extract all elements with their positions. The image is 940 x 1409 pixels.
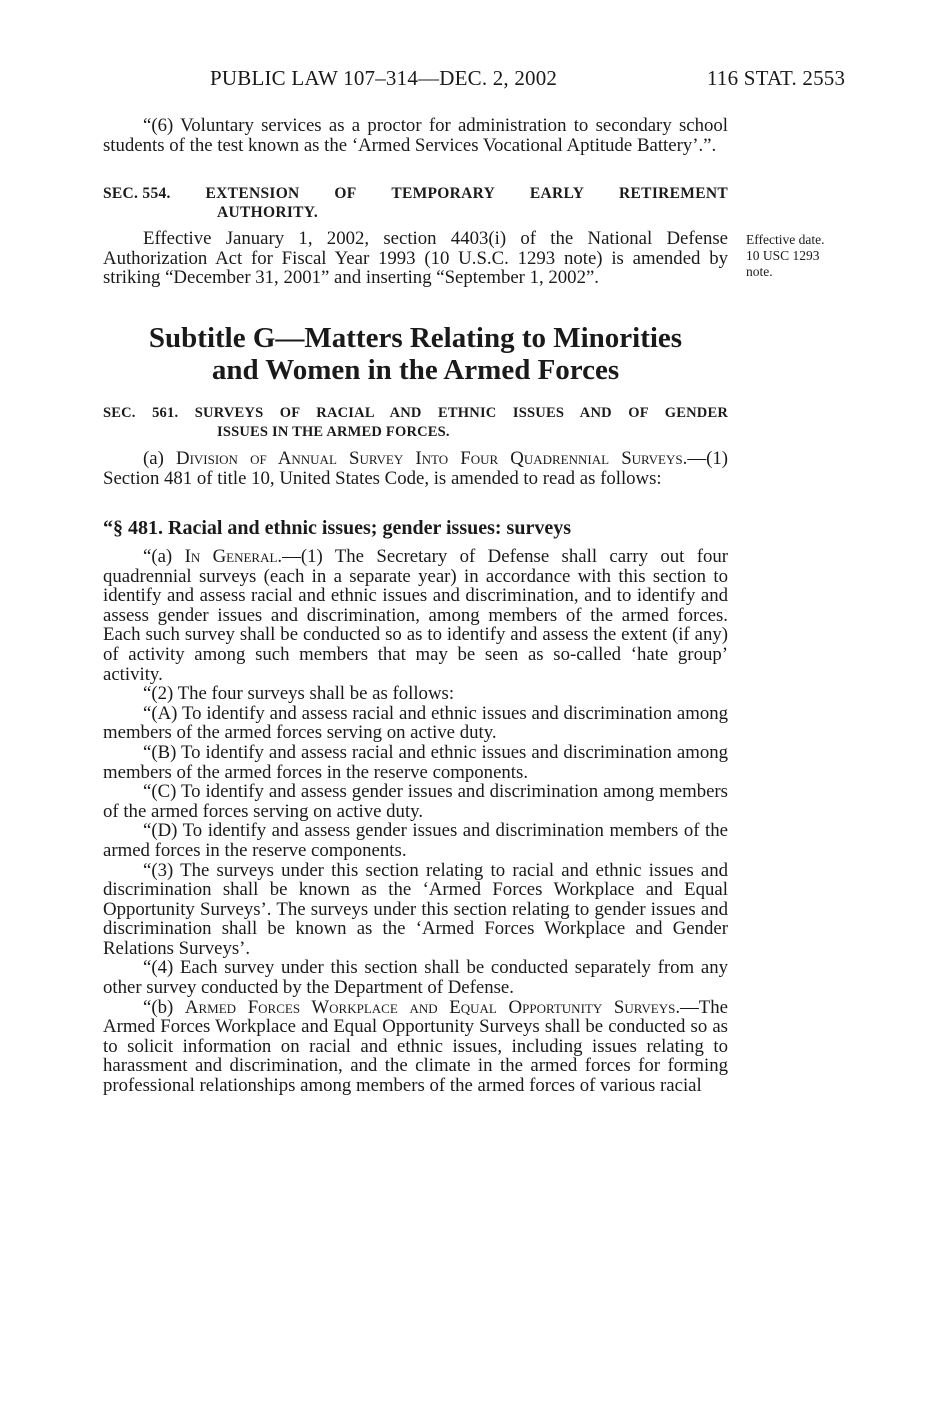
division-caption: Division of Annual Survey Into Four Quadrennial Surveys. — [176, 448, 688, 469]
subsection-a-division-block — [103, 449, 728, 488]
subtitle-line-1: Subtitle G—Matters Relating to Minorities — [148, 322, 683, 354]
running-header-title: PUBLIC LAW 107–314—DEC. 2, 2002 — [210, 66, 558, 90]
margin-note-effective-date: Effective date. — [746, 232, 825, 247]
paragraph-b-armed-forces-workplace — [103, 998, 728, 1096]
paragraph-D: “(D) To identify and assess gender issues and discrimination members of the armed forces in the reserve components. — [103, 820, 728, 861]
subtitle-line-2: and Women in the Armed Forces — [211, 354, 620, 386]
paragraph-A: “(A) To identify and assess racial and ethnic issues and discrimination among members of the armed forces serving on active duty. — [103, 702, 728, 744]
margin-note-usc-citation: 10 USC 1293 — [746, 248, 820, 263]
section-561-heading — [103, 404, 728, 442]
top-paragraph: “(6) Voluntary services as a proctor for administration to secondary school students of the test known as the ‘Armed Services Vocational Aptitude Battery’.”. — [103, 115, 728, 156]
section-554-word-3: TEMPORARY — [391, 185, 496, 202]
margin-note-note: note. — [746, 264, 773, 279]
section-554-word-4: EARLY — [529, 185, 585, 202]
section-554-word-2: OF — [334, 185, 357, 202]
paragraph-a-prefix: “(a) — [143, 546, 185, 567]
paragraph-b-prefix: “(b) — [143, 996, 185, 1018]
paragraph-3: “(3) The surveys under this section relating to racial and ethnic issues and discrimination shall be known as the ‘Armed Forces Workplace and Equal Opportunity Surveys’. The surveys under this section relating to gender issues and discrimination shall be known as the ‘Armed Forces Workplace and Gender Relations Surveys’. — [103, 859, 728, 959]
margin-note — [746, 232, 824, 280]
paragraph-B: “(B) To identify and assess racial and ethnic issues and discrimination among members of the armed forces in the reserve components. — [103, 741, 728, 783]
paragraph-a-in-general — [103, 547, 728, 684]
running-header-page: 116 STAT. 2553 — [707, 66, 846, 90]
paragraph-C: “(C) To identify and assess gender issues and discrimination among members of the armed forces serving on active duty. — [103, 781, 728, 822]
section-481-heading: “§ 481. Racial and ethnic issues; gender issues: surveys — [103, 517, 571, 539]
division-prefix: (a) — [143, 448, 176, 469]
section-481-body — [103, 547, 728, 1096]
section-554-number: SEC. 554. — [103, 185, 171, 202]
section-561-title-line1: SEC. 561. SURVEYS OF RACIAL AND ETHNIC ISSUES AND OF GENDER — [103, 405, 728, 421]
paragraph-4: “(4) Each survey under this section shall be conducted separately from any other survey conducted by the Department of Defense. — [103, 957, 728, 999]
paragraph-b-text: —The Armed Forces Workplace and Equal Opportunity Surveys shall be conducted so as to solicit information on racial and ethnic issues, including issues relating to harassment and discrimination, and the climate in the armed forces for forming professional relationships among members of the armed forces of various racial — [103, 996, 728, 1097]
paragraph-a-text: —(1) The Secretary of Defense shall carry out four quadrennial surveys (each in a separate year) in accordance with this section to identify and assess racial and ethnic issues and discrimination, and to identify and assess gender issues and discrimination, among members of the armed forces. Each such survey shall be conducted so as to identify and assess the extent (if any) of activity among such members that may be seen as so-called ‘hate group’ activity. — [103, 546, 728, 685]
section-554-body: Effective January 1, 2002, section 4403(i) of the National Defense Authorization Act for Fiscal Year 1993 (10 U.S.C. 1293 note) is amended by striking “December 31, 2001” and inserting “September 1, 2002”. — [103, 228, 728, 289]
division-text: —(1) Section 481 of title 10, United States Code, is amended to read as follows: — [103, 448, 728, 489]
section-561-title-line2: ISSUES IN THE ARMED FORCES. — [217, 424, 450, 440]
paragraph-a-caption: In General. — [184, 546, 283, 567]
subsection-a-division — [103, 449, 728, 488]
section-554-word-1: EXTENSION — [205, 185, 300, 202]
section-554-title-line2: AUTHORITY. — [217, 204, 319, 221]
paragraph-2: “(2) The four surveys shall be as follows: — [143, 683, 455, 705]
section-554-body-block — [103, 229, 728, 288]
subtitle-heading — [103, 322, 728, 386]
section-554-word-5: RETIREMENT — [619, 185, 728, 202]
section-554-heading — [103, 184, 728, 222]
top-paragraph-block — [103, 116, 728, 155]
paragraph-b-caption: Armed Forces Workplace and Equal Opportunity Surveys. — [184, 996, 681, 1018]
